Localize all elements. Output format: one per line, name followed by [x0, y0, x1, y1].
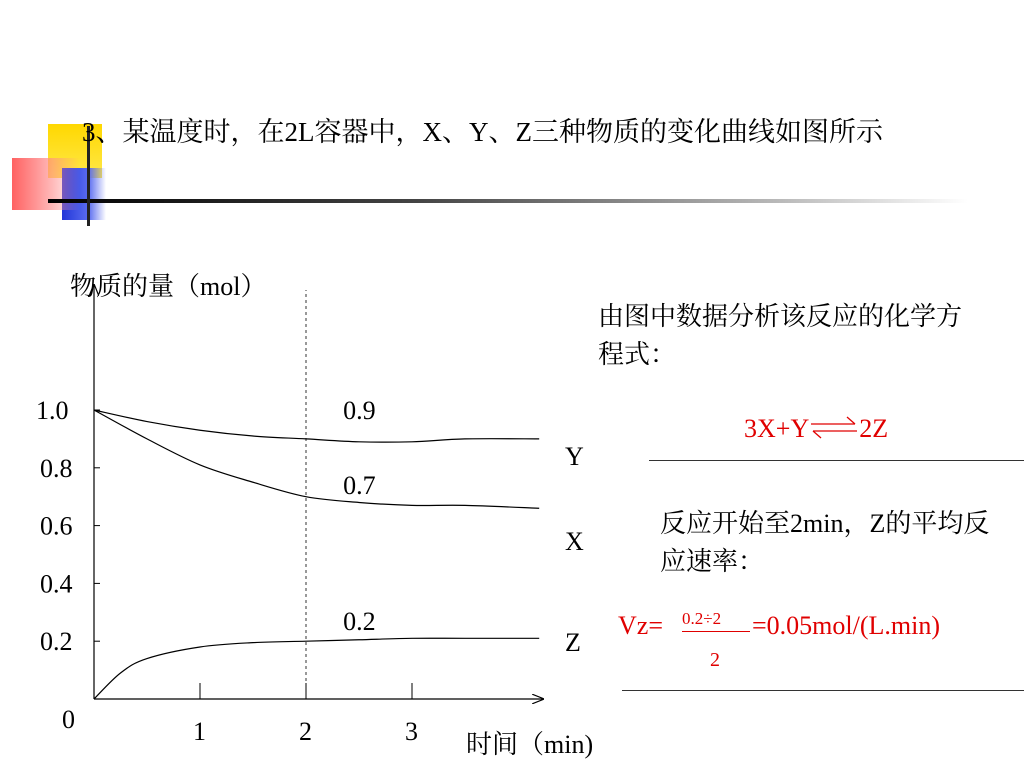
fraction-denominator: 2: [710, 649, 720, 671]
data-label: 0.7: [343, 471, 376, 501]
x-tick-label: 2: [299, 717, 312, 746]
data-label: 0.2: [343, 606, 376, 636]
equation-reactants: 3X+Y: [744, 414, 810, 443]
question-1-text: 由图中数据分析该反应的化学方程式：: [598, 302, 963, 369]
y-axis-label: 物质的量（mol）: [70, 272, 267, 301]
series-line-z: [94, 638, 539, 699]
y-tick-label: 0.4: [40, 569, 73, 599]
series-line-x: [94, 410, 539, 508]
question-2-text: 反应开始至2min，Z的平均反应速率：: [660, 509, 990, 576]
equation-answer: [744, 412, 888, 446]
y-tick-label: 1.0: [36, 396, 69, 425]
series-label-y: Y: [565, 442, 584, 471]
rate-result: =0.05mol/(L.min): [752, 611, 940, 640]
series-line-y: [94, 410, 539, 442]
rate-prefix: Vz=: [618, 611, 663, 640]
y-tick-label-0: 0: [62, 705, 75, 734]
y-tick-label: 0.8: [40, 453, 73, 483]
x-tick-label: 3: [405, 717, 418, 746]
slide-title: 3、某温度时，在2L容器中，X、Y、Z三种物质的变化曲线如图所示: [82, 117, 883, 147]
y-tick-label: 0.6: [40, 511, 73, 541]
series-label-z: Z: [565, 628, 581, 657]
series-label-x: X: [565, 527, 584, 556]
answer-rule-1: [649, 460, 1024, 461]
answer-rule-2: [622, 690, 1024, 691]
reversible-arrow-icon: [809, 414, 859, 438]
equation-products: 2Z: [859, 414, 889, 443]
x-tick-label: 1: [193, 717, 206, 746]
data-label: 0.9: [343, 396, 376, 425]
x-axis-label: 时间（min): [466, 730, 594, 759]
fraction-bar: [682, 631, 750, 632]
y-tick-label: 0.2: [40, 627, 73, 657]
fraction-numerator: 0.2÷2: [682, 609, 722, 628]
